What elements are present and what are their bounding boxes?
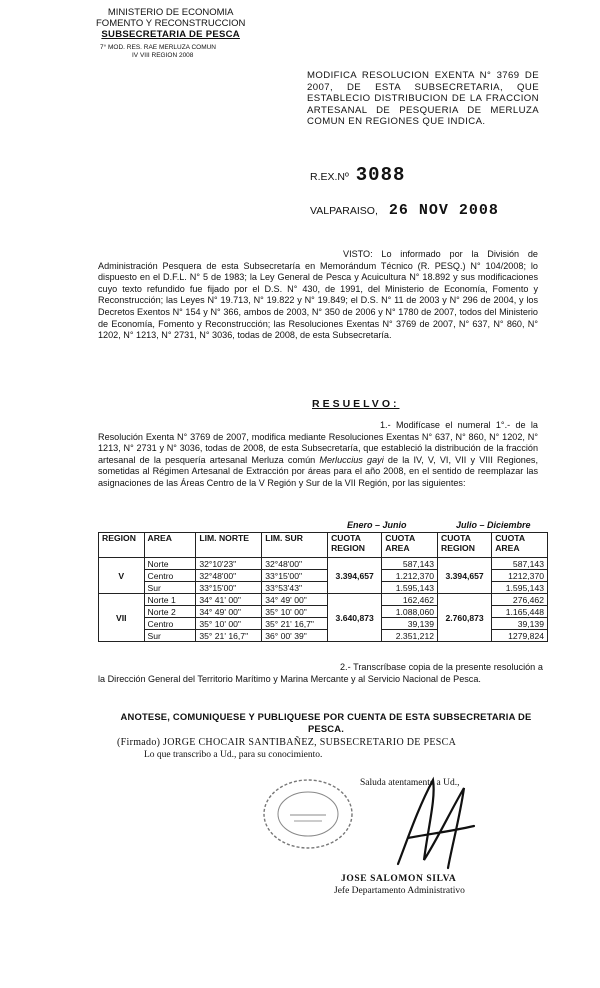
ministry-header <box>96 7 245 40</box>
area-cell: Norte <box>144 558 196 570</box>
signatory-role: Jefe Departamento Administrativo <box>334 886 465 896</box>
cuota-area-cell: 39,139 <box>492 618 548 630</box>
table-header-row <box>99 533 548 558</box>
reference-line-1: 7° MOD. RES. RAE MERLUZA COMUN <box>100 44 217 51</box>
region-cell: VII <box>99 594 145 642</box>
lim-norte-cell: 34° 41' 00" <box>196 594 262 606</box>
ministry-subtitle: FOMENTO Y RECONSTRUCCION <box>96 18 246 29</box>
cuota-area-cell: 1212,370 <box>492 570 548 582</box>
cuota-area-cell: 39,139 <box>382 618 438 630</box>
col-cuota-region-2: CUOTA REGION <box>438 533 492 558</box>
signatory-name: JOSE SALOMON SILVA <box>341 874 457 884</box>
area-cell: Norte 2 <box>144 606 196 618</box>
visto-paragraph: VISTO: Lo informado por la División de Administración Pesquera de esta Subsecretaría en Memorándum Técnico (R. PESQ.) N° 104/2008; lo dispuesto en el D.F.L. N° 5 de 1983; la Ley General de Pesca y Acuicultura N° 18.892 y sus modificaciones cuyo texto refundido fue fijado por el D.S. N° 430, de 1991, del Ministerio de Economía, Fomento y Reconstrucción; las Leyes N° 19.713, N° 19.822 y N° 19.849; el D.S. N° 11 de 2003 y N° 296 de 2004, y los Decretos Exentos N° 154 y N° 366, ambos de 2003, N° 350 de 2006 y N° 1780 de 2007, todos del Ministerio de Economía, Fomento y Reconstrucción; las Resoluciones Exentas N° 3769 de 2007, N° 637, N° 860, N° 1202, N° 1213, N° 2731, N° 3036, todas de 2008, de esta Subsecretaría. <box>98 249 538 341</box>
area-cell: Centro <box>144 570 196 582</box>
cuota-region-cell: 3.394,657 <box>438 558 492 594</box>
lim-sur-cell: 36° 00' 39" <box>262 630 328 642</box>
lim-norte-cell: 33°15'00" <box>196 582 262 594</box>
col-cuota-region-1: CUOTA REGION <box>328 533 382 558</box>
transcribo-line: Lo que transcribo a Ud., para su conocimiento. <box>144 750 323 760</box>
cuota-area-cell: 1.212,370 <box>382 570 438 582</box>
cuota-region-cell: 3.394,657 <box>328 558 382 594</box>
firmado-line: (Firmado) JORGE CHOCAIR SANTIBAÑEZ, SUBSECRETARIO DE PESCA <box>117 737 457 748</box>
resolution-value: 3088 <box>355 164 406 186</box>
article-2: 2.- Transcríbase copia de la presente resolución a la Dirección General del Territorio Marítimo y Marina Mercante y al Servicio Nacional de Pesca. <box>98 662 543 684</box>
lim-norte-cell: 32°48'00" <box>196 570 262 582</box>
cuota-area-cell: 1.165,448 <box>492 606 548 618</box>
quota-table <box>98 532 548 642</box>
lim-sur-cell: 32°48'00" <box>262 558 328 570</box>
cuota-area-cell: 276,462 <box>492 594 548 606</box>
lim-sur-cell: 33°53'43" <box>262 582 328 594</box>
reference-line-2: IV VIII REGION 2008 <box>132 52 194 59</box>
cuota-area-cell: 1.088,060 <box>382 606 438 618</box>
period-label-2: Julio – Diciembre <box>456 520 531 530</box>
lim-norte-cell: 32°10'23" <box>196 558 262 570</box>
lim-sur-cell: 34° 49' 00" <box>262 594 328 606</box>
lim-norte-cell: 34° 49' 00" <box>196 606 262 618</box>
saluda-line: Saluda atentamente a Ud., <box>360 778 460 788</box>
handwritten-signature-icon <box>378 768 488 880</box>
col-lim-sur: LIM. SUR <box>262 533 328 558</box>
col-area: AREA <box>144 533 196 558</box>
area-cell: Sur <box>144 582 196 594</box>
lim-norte-cell: 35° 21' 16,7" <box>196 630 262 642</box>
area-cell: Centro <box>144 618 196 630</box>
article-1 <box>98 420 538 490</box>
lim-sur-cell: 33°15'00" <box>262 570 328 582</box>
area-cell: Norte 1 <box>144 594 196 606</box>
place: VALPARAISO, <box>310 205 378 217</box>
area-cell: Sur <box>144 630 196 642</box>
document-title: MODIFICA RESOLUCION EXENTA N° 3769 DE 2007, DE ESTA SUBSECRETARIA, QUE ESTABLECIO DISTRIBUCION DE LA FRACCION ARTESANAL DE PESQUERIA DE MERLUZA COMUN EN REGIONES QUE INDICA. <box>307 70 539 128</box>
col-cuota-area-2: CUOTA AREA <box>492 533 548 558</box>
region-cell: V <box>99 558 145 594</box>
anotese-line: ANOTESE, COMUNIQUESE Y PUBLIQUESE POR CUENTA DE ESTA SUBSECRETARIA DE PESCA. <box>120 711 532 734</box>
cuota-area-cell: 1.595,143 <box>382 582 438 594</box>
table-row <box>99 594 548 606</box>
subsecretaria-name: SUBSECRETARIA DE PESCA <box>101 29 240 40</box>
date-stamp: 26 NOV 2008 <box>388 202 499 219</box>
col-region: REGION <box>99 533 145 558</box>
cuota-region-cell: 2.760,873 <box>438 594 492 642</box>
article-1-text-end: de la IV, V, VI, VII y VIII Regiones, sometidas al Régimen Artesanal de Extracción por áreas para el año 2008, en el sentido de reemplazar las asignaciones de las Áreas Centro de la V Región y Sur de la VII Región, por las siguientes: <box>98 454 538 488</box>
cuota-area-cell: 1279,824 <box>492 630 548 642</box>
lim-sur-cell: 35° 21' 16,7" <box>262 618 328 630</box>
resolution-label: R.EX.Nº <box>310 171 349 183</box>
article-1-text: 1.- Modifícase el numeral 1°.- de la Resolución Exenta N° 3769 de 2007, modifica mediante Resoluciones Exentas N° 637, N° 860, N° 1202, N° 1213, N° 2731 y N° 3036, todas de 2008, de esta Subsecretaría, que estableció la distribución de la fracción artesanal de la pesquería artesanal Merluza común <box>98 420 538 465</box>
period-label-1: Enero – Junio <box>347 520 407 530</box>
ministry-name: MINISTERIO DE ECONOMIA <box>107 7 234 18</box>
lim-sur-cell: 35° 10' 00" <box>262 606 328 618</box>
resuelvo-heading: RESUELVO: <box>312 398 400 410</box>
cuota-area-cell: 162,462 <box>382 594 438 606</box>
cuota-area-cell: 587,143 <box>382 558 438 570</box>
table-row <box>99 558 548 570</box>
reference-code <box>100 44 216 60</box>
species-name: Merluccius gayi <box>319 454 384 465</box>
col-lim-norte: LIM. NORTE <box>196 533 262 558</box>
cuota-area-cell: 587,143 <box>492 558 548 570</box>
lim-norte-cell: 35° 10' 00" <box>196 618 262 630</box>
official-seal-icon <box>258 775 358 853</box>
cuota-region-cell: 3.640,873 <box>328 594 382 642</box>
resolution-number <box>310 164 405 186</box>
cuota-area-cell: 2.351,212 <box>382 630 438 642</box>
col-cuota-area-1: CUOTA AREA <box>382 533 438 558</box>
place-date <box>310 202 499 219</box>
cuota-area-cell: 1.595,143 <box>492 582 548 594</box>
